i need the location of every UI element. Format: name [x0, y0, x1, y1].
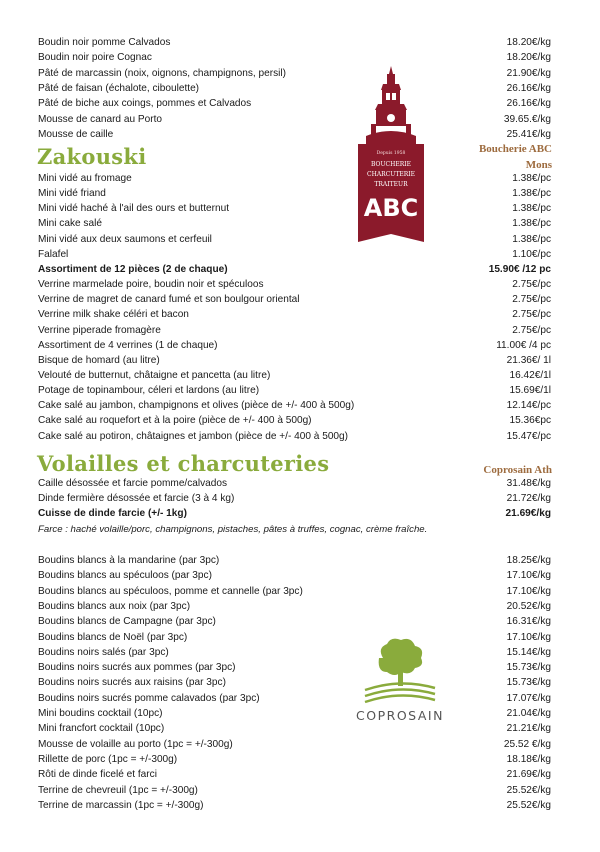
menu-item-row	[38, 799, 551, 813]
menu-item-label: Mini cake salé	[38, 218, 102, 230]
menu-item-row	[38, 784, 551, 798]
menu-item-label: Rillette de porc (1pc = +/-300g)	[38, 753, 178, 765]
menu-item-label: Mini vidé aux deux saumons et cerfeuil	[38, 233, 212, 245]
zakouski-heading: Zakouski	[37, 144, 147, 169]
menu-item-price: 1.10€/pc	[512, 248, 551, 260]
logo-brand: ABC	[363, 194, 419, 222]
menu-item-label: Mini vidé haché à l'ail des ours et butternut	[38, 203, 230, 215]
logo-banner	[358, 144, 424, 242]
volailles-heading: Volailles et charcuteries	[37, 451, 330, 476]
menu-item-row	[38, 646, 551, 660]
menu-item-row	[38, 492, 551, 506]
menu-item-label: Boudins blancs à la mandarine (par 3pc)	[38, 555, 220, 566]
menu-item-row	[38, 369, 551, 383]
menu-item-row	[38, 172, 551, 186]
menu-item-price: 25.41€/kg	[506, 128, 551, 140]
menu-item-price: 21.04€/kg	[506, 708, 551, 719]
menu-item-price: 1.38€/pc	[512, 188, 551, 200]
menu-item-row	[38, 293, 551, 307]
menu-item-row	[38, 384, 551, 398]
menu-item-row	[38, 430, 551, 444]
menu-item-price: 18.20€/kg	[506, 52, 551, 64]
menu-item-price: 15.73€/kg	[506, 662, 551, 674]
menu-item-label: Boudins blancs de Campagne (par 3pc)	[38, 616, 216, 628]
menu-item-price: 2.75€/pc	[512, 309, 551, 321]
menu-item-row	[38, 339, 551, 353]
menu-item-price: 15.36€pc	[509, 415, 551, 427]
menu-item-label: Velouté de butternut, châtaigne et pancetta (au litre)	[38, 369, 271, 381]
menu-item-price: 15.90€ /12 pc	[488, 263, 551, 275]
menu-item-price: 16.31€/kg	[506, 616, 551, 628]
menu-item-price: 12.14€/pc	[506, 400, 551, 412]
menu-item-label: Verrine piperade fromagère	[38, 324, 161, 336]
menu-item-price: 17.10€/kg	[506, 631, 551, 643]
menu-item-label: Caille désossée et farcie pomme/calvados	[38, 478, 228, 489]
menu-item-price: 1.38€/pc	[512, 203, 551, 215]
menu-item-price: 18.20€/kg	[506, 37, 551, 48]
menu-item-price: 20.52€/kg	[506, 600, 551, 612]
menu-item-label: Mousse de volaille au porto (1pc = +/-300g)	[38, 738, 233, 750]
menu-item-price: 1.38€/pc	[512, 218, 551, 230]
menu-item-price: 11.00€ /4 pc	[496, 339, 551, 351]
zakouski-supplier-city: Mons	[525, 159, 552, 171]
menu-item-row	[38, 36, 551, 50]
menu-item-price: 21.90€/kg	[506, 67, 551, 79]
menu-item-price: 16.42€/1l	[509, 369, 551, 381]
menu-item-row	[38, 187, 551, 201]
menu-item-row	[38, 128, 551, 142]
menu-item-price: 17.07€/kg	[506, 692, 551, 704]
menu-item-row	[38, 67, 551, 81]
logo-line1: BOUCHERIE	[371, 161, 411, 168]
menu-item-price: 15.69€/1l	[509, 385, 551, 397]
menu-item-row	[38, 707, 551, 721]
menu-item-row	[38, 676, 551, 690]
farce-note: Farce : haché volaille/porc, champignons, pistaches, pâtes à truffes, cognac, crème fraîche.	[38, 524, 428, 535]
menu-item-label: Rôti de dinde ficelé et farci	[38, 769, 157, 781]
menu-item-row	[38, 233, 551, 247]
menu-item-row	[38, 585, 551, 599]
menu-item-label: Boudins blancs aux noix (par 3pc)	[38, 600, 191, 612]
menu-item-label: Verrine marmelade poire, boudin noir et spéculoos	[38, 279, 264, 291]
menu-item-price: 39.65.€/kg	[503, 113, 551, 125]
menu-item-price: 1.38€/pc	[512, 233, 551, 245]
menu-item-label: Boudin noir pomme Calvados	[38, 37, 171, 48]
menu-item-price: 21.72€/kg	[506, 493, 551, 505]
menu-item-price: 17.10€/kg	[506, 585, 551, 597]
menu-item-price: 31.48€/kg	[506, 478, 551, 489]
menu-item-row	[38, 97, 551, 111]
menu-item-row	[38, 308, 551, 322]
logo-line3: TRAITEUR	[374, 181, 408, 188]
menu-item-row	[38, 477, 551, 491]
menu-item-label: Boudins blancs au spéculoos, pomme et cannelle (par 3pc)	[38, 585, 303, 597]
menu-item-label: Assortiment de 12 pièces (2 de chaque)	[38, 263, 228, 275]
menu-item-price: 2.75€/pc	[512, 279, 551, 291]
menu-item-price: 1.38€/pc	[512, 173, 551, 184]
logo-line2: CHARCUTERIE	[367, 171, 415, 178]
menu-item-label: Boudins noirs sucrés pomme calavados (par 3pc)	[38, 692, 260, 704]
menu-item-price: 25.52€/kg	[506, 799, 551, 811]
menu-item-price: 21.21€/kg	[506, 723, 551, 735]
menu-item-price: 2.75€/pc	[512, 324, 551, 336]
menu-item-label: Verrine de magret de canard fumé et son boulgour oriental	[38, 294, 300, 306]
menu-item-label: Cake salé au roquefort et à la poire (pièce de +/- 400 à 500g)	[38, 415, 312, 427]
coprosain-wordmark: COPROSAIN	[356, 708, 444, 723]
menu-item-row	[38, 354, 551, 368]
menu-item-label: Cake salé au jambon, champignons et olives (pièce de +/- 400 à 500g)	[38, 400, 355, 412]
menu-item-label: Boudins blancs au spéculoos (par 3pc)	[38, 570, 212, 582]
menu-item-label: Mini vidé au fromage	[38, 173, 132, 184]
menu-item-row	[38, 414, 551, 428]
menu-item-row	[38, 554, 551, 568]
menu-item-label: Boudin noir poire Cognac	[38, 52, 152, 64]
menu-item-price: 17.10€/kg	[506, 570, 551, 582]
menu-item-label: Cuisse de dinde farcie (+/- 1kg)	[38, 508, 187, 520]
menu-item-row	[38, 278, 551, 292]
menu-item-label: Potage de topinambour, céleri et lardons (au litre)	[38, 385, 260, 397]
menu-item-label: Bisque de homard (au litre)	[38, 354, 160, 366]
menu-item-row	[38, 113, 551, 127]
menu-item-label: Pâté de marcassin (noix, oignons, champignons, persil)	[38, 67, 286, 79]
menu-item-price: 15.47€/pc	[506, 430, 551, 442]
menu-item-price: 21.36€/ 1l	[506, 354, 551, 366]
menu-item-label: Terrine de chevreuil (1pc = +/-300g)	[38, 784, 198, 796]
menu-item-label: Mousse de caille	[38, 128, 114, 140]
menu-item-price: 18.25€/kg	[506, 555, 551, 566]
menu-item-row	[38, 661, 551, 675]
menu-item-label: Verrine milk shake céléri et bacon	[38, 309, 189, 321]
menu-item-row	[38, 324, 551, 338]
menu-item-label: Terrine de marcassin (1pc = +/-300g)	[38, 799, 204, 811]
menu-item-label: Falafel	[38, 248, 69, 260]
menu-item-row	[38, 722, 551, 736]
menu-item-row	[38, 631, 551, 645]
menu-item-row	[38, 248, 551, 262]
menu-item-label: Mini francfort cocktail (10pc)	[38, 723, 165, 735]
menu-item-label: Boudins noirs salés (par 3pc)	[38, 646, 169, 658]
menu-item-row	[38, 569, 551, 583]
zakouski-supplier-name: Boucherie ABC	[478, 143, 552, 155]
menu-item-row	[38, 692, 551, 706]
menu-item-label: Pâté de faisan (échalote, ciboulette)	[38, 82, 200, 94]
menu-item-label: Boudins blancs de Noël (par 3pc)	[38, 631, 188, 643]
tree-icon	[379, 639, 422, 686]
menu-item-price: 18.18€/kg	[506, 753, 551, 765]
menu-item-row	[38, 738, 551, 752]
menu-item-label: Cake salé au potiron, châtaignes et jambon (pièce de +/- 400 à 500g)	[38, 430, 349, 442]
menu-item-row	[38, 51, 551, 65]
menu-item-label: Mini vidé friand	[38, 188, 106, 200]
menu-item-row	[38, 615, 551, 629]
menu-item-label: Mini boudins cocktail (10pc)	[38, 708, 163, 719]
menu-item-price: 21.69€/kg	[506, 769, 551, 781]
menu-item-price: 21.69€/kg	[505, 508, 551, 520]
menu-item-row	[38, 399, 551, 413]
menu-item-label: Dinde fermière désossée et farcie (3 à 4 kg)	[38, 493, 235, 505]
menu-item-row	[38, 82, 551, 96]
menu-item-price: 2.75€/pc	[512, 294, 551, 306]
logo-since: Depuis 1958	[376, 151, 406, 156]
menu-item-label: Pâté de biche aux coings, pommes et Calvados	[38, 98, 252, 110]
menu-item-label: Mousse de canard au Porto	[38, 113, 163, 125]
menu-item-price: 26.16€/kg	[506, 82, 551, 94]
belfry-icon	[366, 66, 416, 144]
menu-item-label: Boudins noirs sucrés aux raisins (par 3pc)	[38, 677, 226, 689]
menu-item-label: Assortiment de 4 verrines (1 de chaque)	[38, 339, 218, 351]
menu-item-row	[38, 202, 551, 216]
menu-item-row	[38, 507, 551, 521]
menu-item-price: 15.14€/kg	[506, 646, 551, 658]
menu-item-label: Boudins noirs sucrés aux pommes (par 3pc)	[38, 662, 236, 674]
menu-item-price: 25.52 €/kg	[503, 738, 551, 750]
menu-item-row	[38, 753, 551, 767]
menu-item-row	[38, 768, 551, 782]
menu-item-price: 26.16€/kg	[506, 98, 551, 110]
boucherie-abc-logo	[356, 64, 426, 244]
menu-item-row	[38, 263, 551, 277]
volailles-supplier: Coprosain Ath	[483, 464, 552, 476]
menu-item-price: 25.52€/kg	[506, 784, 551, 796]
menu-item-price: 15.73€/kg	[506, 677, 551, 689]
menu-item-row	[38, 600, 551, 614]
menu-item-row	[38, 217, 551, 231]
